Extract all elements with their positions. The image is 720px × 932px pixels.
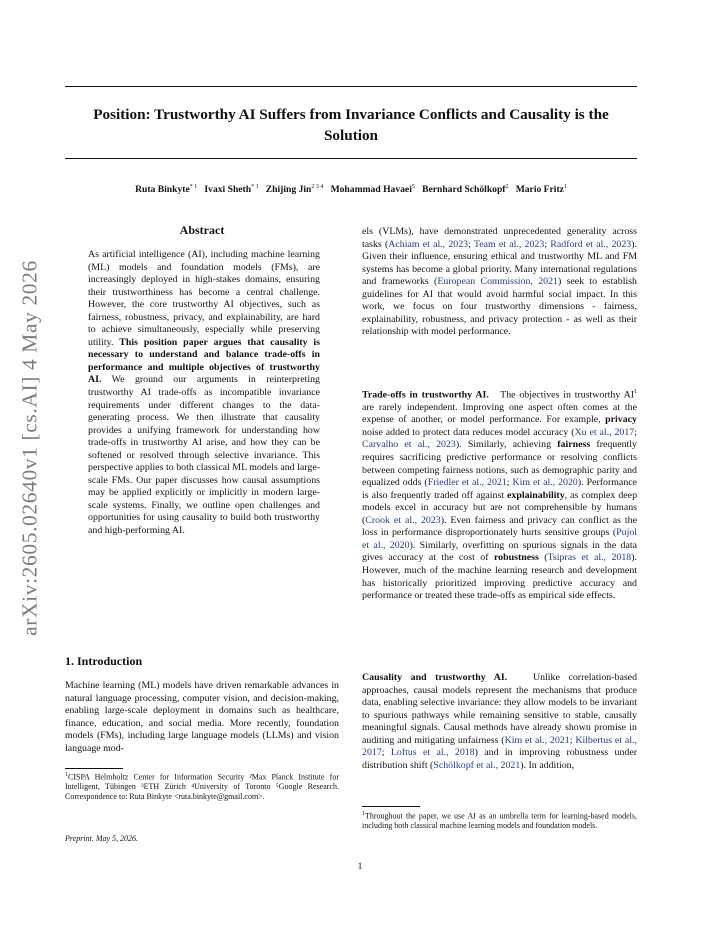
text: ). Even fairness and privacy can conflict as the loss in performance disproportionately hurts sensitive groups (: [362, 514, 637, 539]
citation-link[interactable]: Loftus et al., 2018: [390, 747, 475, 759]
text: ) and in improving robustness under distribution shift (: [362, 747, 637, 771]
author-affil: 2: [505, 184, 509, 190]
page-number: 1: [357, 861, 363, 872]
top-rule: [65, 86, 637, 87]
text: (: [538, 552, 548, 564]
text: ). However, much of the machine learning research and development has historically prioritized improving predictive accuracy and performance or treated these trade-offs as empirical side effects.: [362, 552, 637, 602]
citation-link[interactable]: Crook et al., 2023: [365, 514, 441, 526]
footnote-rule: [362, 806, 420, 807]
text: els (VLMs), have demonstrated unprecedented generality across tasks (: [362, 226, 637, 250]
introduction-text: Machine learning (ML) models have driven remarkable advances in natural language processing, computer vision, and decision-making, enabling large-scale deployment in domains such as healthcare, finance, education, and social media. More recently, foundation models (FMs), including large language models (LLMs) and vision language mod-: [65, 680, 339, 754]
footnote-mark: 1: [362, 811, 365, 817]
paper-title: Position: Trustworthy AI Suffers from Invariance Conflicts and Causality is the Solution: [93, 106, 609, 144]
citation-link[interactable]: Kim et al., 2021: [504, 734, 570, 746]
section-heading-introduction: 1. Introduction: [65, 654, 143, 668]
affiliation-mark: 1: [65, 772, 68, 778]
author-affil: 5: [411, 184, 415, 190]
text: The objectives in trustworthy AI: [500, 389, 634, 401]
text: ). In addition,: [520, 759, 575, 771]
citation-link[interactable]: Kim et al., 2020: [512, 477, 578, 489]
abstract-text: [88, 249, 320, 538]
text: frequently requires sacrificing predictive performance or resolving conflicts between competing fairness notions, such as demographic parity and equalized odds (: [362, 439, 637, 489]
citation-link[interactable]: Schölkopf et al., 2021: [433, 759, 521, 771]
text: ). Performance is also frequently traded off against: [362, 477, 638, 501]
citation-link[interactable]: Pujol et al., 2020: [362, 527, 637, 551]
author-affil: 1: [563, 184, 567, 190]
right-column-p1: [362, 226, 637, 339]
author-name: Zhijing Jin: [265, 184, 312, 196]
author-affil: * 1: [251, 184, 259, 190]
citation-link[interactable]: Xu et al., 2017: [574, 426, 635, 438]
citation-link[interactable]: Tsipras et al., 2018: [547, 552, 632, 564]
citation-link[interactable]: European Commission, 2021: [437, 276, 558, 288]
affiliations-footnote: [65, 771, 339, 802]
citation-link[interactable]: Team et al., 2023: [473, 238, 545, 250]
footnote-text: Throughout the paper, we use AI as an umbrella term for learning-based models, including both classical machine learning models and foundation models.: [362, 811, 637, 831]
keyword: explainability: [507, 489, 565, 501]
abstract-body: [88, 249, 320, 538]
right-column-p3: Causality and trustworthy AI. Unlike correlation-based approaches, causal models represent the mechanisms that produce data, enabling selective invariance: they allow models to be invariant to spurious pathways while remaining sensitive to stable, causally meaningful signals. Causal methods have already shown promise in auditing and mitigating unfairness (Kim et al., 2021; Kilbertus et al., 2017; Loftus et al., 2018) and in improving robustness under distribution shift (Schölkopf et al., 2021). In addition,: [362, 672, 638, 771]
citation-link[interactable]: Friedler et al., 2021: [427, 477, 507, 489]
text: ;: [468, 238, 474, 250]
introduction-body: [65, 680, 339, 755]
abstract-text-part: As artificial intelligence (AI), including machine learning (ML) models and foundation models (FMs), are increasingly deployed in high-stakes domains, ensuring their trustworthiness has become a central challenge. However, the core trustworthy AI objectives, such as fairness, robustness, privacy, and explainability, are hard to achieve simultaneously, especially while preserving utility.: [88, 249, 320, 348]
author-name: Ruta Binkyte: [135, 184, 190, 196]
abstract-claim: This position paper argues that causality is necessary to understand and balance trade-offs in performance and multiple objectives of trustworthy AI.: [88, 336, 321, 386]
right-column-p2: Trade-offs in trustworthy AI. The objectives in trustworthy $AI^1$ are rarely independent. Improving one aspect often comes at the expense of another, or model performance. For example, privacy noise added to protect data reduces model accuracy (Xu et al., 2017; Carvalho et al., 2023). Similarly, achieving fairness frequently requires sacrificing predictive performance or resolving conflicts between competing fairness notions, such as demographic parity and equalized odds (Friedler et al., 2021; Kim et al., 2020). Performance is also frequently traded off against explainability, as complex deep models excel in accuracy but are not comprehensible by humans (Crook et al., 2023). Even fairness and privacy can conflict as the loss in performance disproportionately hurts sensitive groups (Pujol et al., 2020). Similarly, overfitting on spurious signals in the data gives accuracy at the cost of robustness (Tsipras et al., 2018). However, much of the machine learning research and development has historically prioritized improving predictive accuracy and performance or treated these trade-offs as empirical side effects.: [362, 389, 638, 602]
arxiv-stamp: [10, 228, 50, 668]
text: are rarely independent. Improving one aspect often comes at the expense of another, or model performance. For example,: [362, 401, 637, 426]
text: ;: [544, 238, 551, 250]
keyword: robustness: [493, 552, 539, 564]
author-name: Bernhard Schölkopf: [422, 184, 506, 196]
affiliations-text: CISPA Helmholtz Center for Information Security ²Max Planck Institute for Intelligent, Tübingen ³ETH Zürich ⁴University of Toronto ⁵Google Research. Correspondence to: Ruta Binkyte <ruta.binkyte@gmail.com>.: [65, 772, 339, 802]
text: Unlike correlation-based approaches, causal models represent the mechanisms that produce data, enabling selective invariance: they allow models to be invariant to spurious pathways while remaining sensitive to stable, causally meaningful signals. Causal methods have already shown promise in auditing and mitigating unfairness (: [362, 672, 638, 746]
author-name: Mohammad Havaei: [330, 184, 412, 196]
author-affil: * 1: [189, 184, 198, 190]
citation-link[interactable]: Radford et al., 2023: [550, 238, 632, 250]
text: ) seek to establish guidelines for AI that would avoid harmful social impact. In this work, we focus on four trustworthy dimensions - fairness, explainability, robustness, and privacy protection - as well as their relationship with model performance.: [362, 276, 637, 338]
text: noise added to protect data reduces model accuracy (: [362, 426, 575, 438]
paragraph-heading: Trade-offs in trustworthy AI.: [362, 389, 489, 401]
arxiv-stamp-text: arXiv:2605.02640v1 [cs.AI] 4 May 2026: [17, 260, 42, 636]
text: ). Similarly, overfitting on spurious signals in the data gives accuracy at the cost of: [362, 539, 637, 564]
footnote-1: [362, 810, 637, 831]
footnote-ref[interactable]: 1: [634, 389, 637, 395]
text: , as complex deep models excel in accuracy but are not comprehensible by humans (: [362, 489, 638, 526]
citation-link[interactable]: Carvalho et al., 2023: [362, 439, 456, 451]
author-name: Mario Fritz: [515, 184, 564, 196]
abstract-text-part: We ground our arguments in reinterpreting trustworthy AI trade-offs as incompatible invariance requirements under different changes to the data-generating process. We then illustrate that causality provides a unifying framework for understanding how trade-offs in trustworthy AI arise, and how they can be softened or resolved through selective invariance. This perspective applies to both classical ML models and large-scale FMs. Our paper discusses how causal assumptions may be applied explicitly or implicitly in modern large-scale systems. Finally, we outline open challenges and opportunities for using causality to build both trustworthy and high-performing AI.: [88, 374, 320, 537]
paragraph-heading: Causality and trustworthy AI.: [362, 672, 508, 683]
citation-link[interactable]: Kilbertus et al., 2017: [362, 734, 637, 759]
author-affil: 2 3 4: [311, 184, 324, 190]
citation-link[interactable]: Achiam et al., 2023: [388, 238, 469, 250]
text: ). Similarly, achieving: [455, 439, 558, 451]
abstract-heading: Abstract: [179, 223, 225, 237]
keyword: fairness: [557, 439, 591, 451]
author-list: [65, 184, 637, 195]
preprint-note: Preprint. May 5, 2026.: [65, 834, 139, 843]
author-name: Ivaxi Sheth: [204, 184, 252, 196]
title-bottom-rule: [65, 158, 637, 159]
footnote-rule: [65, 768, 123, 769]
text: ). Given their influence, ensuring ethical and trustworthy ML and FM systems has become a global priority. Many international regulations and frameworks (: [362, 238, 637, 288]
keyword: privacy: [605, 414, 637, 426]
